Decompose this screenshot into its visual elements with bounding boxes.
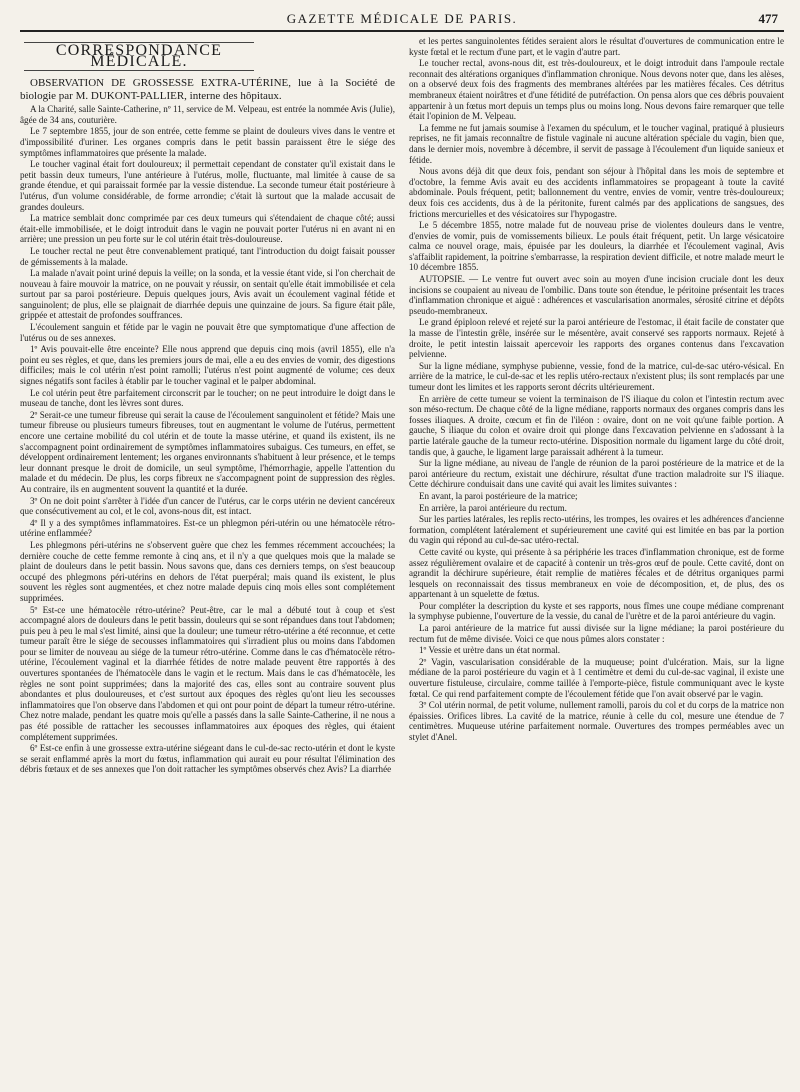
paragraph: Le 7 septembre 1855, jour de son entrée, cette femme se plaint de douleurs vives dans le ventre et d'impossibilité d'uriner. Les organes compris dans le petit bassin paraissent être le siége des symptômes inflammatoires que présente la malade. xyxy=(20,126,395,158)
paragraph: Sur la ligne médiane, au niveau de l'angle de réunion de la paroi postérieure de la matrice et de la paroi antérieure du rectum, existait une déchirure, résultat d'une traction maladroite sur l'S iliaque. Cette déchirure conduisait dans une cavité qui avait les limites suivantes : xyxy=(409,458,784,490)
observation-title-lead: OBSERVATION DE GROSSESSE EXTRA-UTÉRINE, xyxy=(30,77,291,90)
paragraph: Sur la ligne médiane, symphyse pubienne, vessie, fond de la matrice, cul-de-sac utéro-vésical. En arrière de la matrice, le cul-de-sac et les replis utéro-rectaux n'existent plus; ils sont remplacés par une tumeur dont les limites et les rapports seront décrits ultérieurement. xyxy=(409,360,784,392)
paragraph: 3º On ne doit point s'arrêter à l'idée d'un cancer de l'utérus, car le corps utérin ne devient cancéreux que consécutivement au col, et le col, avons-nous dit, est intact. xyxy=(20,495,395,517)
journal-title: GAZETTE MÉDICALE DE PARIS. xyxy=(286,11,518,26)
paragraph: La matrice semblait donc comprimée par ces deux tumeurs qui s'étendaient de chaque côté; aussi était-elle immobilisée, et le doigt introduit dans le vagin ne pouvait porter l'utérus ni en avant ni en arrière; une pression un peu forte sur le col utérin était très-douloureuse. xyxy=(20,213,395,245)
left-column-text xyxy=(20,104,395,775)
right-column-text xyxy=(409,36,784,743)
paragraph: 1º Avis pouvait-elle être enceinte? Elle nous apprend que depuis cinq mois (avril 1855), elle n'a point eu ses règles, et que, dans les premiers jours de mai, elle a eu des envies de vomir, des digestions difficiles; mais le col utérin n'est point ramolli; l'utérus n'est point augmenté de volume; ces deux signes négatifs sont faciles à établir par le toucher vaginal et le palper abdominal. xyxy=(20,344,395,387)
paragraph: Les phlegmons péri-utérins ne s'observent guère que chez les femmes récemment accouchées; la dernière couche de cette femme remonte à cinq ans, et il n'y a que quelques mois que la malade se plaint de douleurs dans le petit bassin. Nous savons que, dans ces derniers temps, on s'est beaucoup occupé des phlegmons péri-utérins en dehors de l'état puerpéral; mais quand ils existent, le plus souvent les règles sont augmentées, et chez notre malade depuis cinq mois elles sont complétement supprimées. xyxy=(20,539,395,603)
paragraph: Le toucher rectal, avons-nous dit, est très-douloureux, et le doigt introduit dans l'ampoule rectale reconnait des altérations organiques d'inflammation chronique. Nous devons noter que, dans les alèses, on a observé deux fois des fragments des membranes altérées par les matières fécales. Ces détritus membraneux étaient noirâtres et d'une fétidité de putréfaction. On pensa alors que ces débris pouvaient appartenir à un fœtus mort depuis un temps plus ou moins long. Nous devons faire remarquer que telle était l'opinion de M. Velpeau. xyxy=(409,58,784,122)
paragraph: En arrière de cette tumeur se voient la terminaison de l'S iliaque du colon et l'intestin rectum avec son méso-rectum. De chaque côté de la ligne médiane, rapports normaux des organes compris dans les fosses iliaques. A droite, cœcum et fin de l'iléon : ovaire, dont on ne voit qu'une faible portion. A gauche, S iliaque du colon et ovaire droit qui plonge dans l'excavation pelvienne en s'adossant à la partie latérale gauche de la tumeur recto-utérine. Disposition normale du ligament large du côté droit, tandis que, à gauche, le ligament large paraissait adhérent à la tumeur. xyxy=(409,393,784,457)
paragraph: Le col utérin peut être parfaitement circonscrit par le toucher; on ne peut introduire le doigt dans le museau de tanche, dont les lèvres sont dures. xyxy=(20,387,395,409)
paragraph: Sur les parties latérales, les replis recto-utérins, les trompes, les ovaires et les adhérences d'ancienne formation, complétent latéralement et supérieurement une cavité qui est limitée en bas par la portion du vagin qui répond au cul-de-sac utéro-rectal. xyxy=(409,514,784,546)
observation-title-rest: lue à la Société de biologie par M. DUKONT-PALLIER, interne des hôpitaux. xyxy=(20,77,395,103)
paragraph: Le 5 décembre 1855, notre malade fut de nouveau prise de violentes douleurs dans le ventre, d'envies de vomir, puis de vomissements bilieux. Le pouls était fréquent, petit. Un large vésicatoire calma ce nouvel orage, mais, épuisée par les douleurs, la diarrhée et l'écoulement vaginal, Avis s'affaiblit rapidement, la poitrine s'embarrasse, la respiration devient difficile, et notre malade meurt le 10 décembre 1855. xyxy=(409,220,784,273)
paragraph: 3º Col utérin normal, de petit volume, nullement ramolli, parois du col et du corps de la matrice non épaissies. Orifices libres. La cavité de la matrice, réunie à celle du col, mesure une étendue de 7 centimètres. Muqueuse utérine parfaitement normale. Ouvertures des trompes perméables avec un stylet d'Anel. xyxy=(409,700,784,742)
paragraph: 2º Serait-ce une tumeur fibreuse qui serait la cause de l'écoulement sanguinolent et fétide? Mais une tumeur fibreuse ou plusieurs tumeurs fibreuses, tout en augmentant le volume de l'utérus, permettent encore une certaine mobilité du col utérin et de toute la masse utérine, et quand ils existent, ils ne s'accompagnent point ordinairement de symptômes inflammatoires subaigus. Ces tumeurs, en effet, se développent ordinairement lentement; les organes environnants s'habituent à leur présence, et le temps leur donnant presque le droit de domicile, un seul symptôme, l'hémorrhagie, appelle l'attention du malade et du médecin. De plus, les corps fibreux ne s'accompagnent point de suppression des règles. Au contraire, ils en augmentent souvent la quantité et la durée. xyxy=(20,409,395,494)
paragraph: 1º Vessie et urètre dans un état normal. xyxy=(419,645,561,656)
paragraph: En arrière, la paroi antérieure du rectum. xyxy=(419,502,567,513)
paragraph: 6º Est-ce enfin à une grossesse extra-utérine siégeant dans le cul-de-sac recto-utérin et dont le kyste se serait enflammé après la mort du fœtus, inflammation qui aurait eu pour résultat l'élimination des débris fœtaux et de ses annexes que l'on doit rattacher les symptômes observés chez Avis? La diarrhée xyxy=(20,743,395,775)
paragraph: A la Charité, salle Sainte-Catherine, nº 11, service de M. Velpeau, est entrée la nommée Avis (Julie), âgée de 34 ans, couturière. xyxy=(20,104,395,125)
left-column xyxy=(20,36,395,1086)
observation-title xyxy=(20,77,395,103)
paragraph: Le toucher rectal ne peut être convenablement pratiqué, tant l'introduction du doigt faisait pousser de gémissements à la malade. xyxy=(20,245,395,267)
right-column xyxy=(409,36,784,1086)
paragraph: 4º Il y a des symptômes inflammatoires. Est-ce un phlegmon péri-utérin ou une hématocèle rétro-utérine enflammée? xyxy=(20,517,395,539)
paragraph: 5º Est-ce une hématocèle rétro-utérine? Peut-être, car le mal a débuté tout à coup et s'est accompagné alors de douleurs dans le petit bassin, douleurs qui se sont répandues dans tout l'abdomen; puis peu à peu le mal s'est limité, ainsi que la douleur; une tumeur rétro-utérine a été reconnue, et cette tumeur paraît être le siége de secousses inflammatoires qui s'irradient plus ou moins dans l'abdomen pour se limiter de nouveau au siége de la tumeur rétro-utérine. Comme dans le cas d'hématocèle rétro-utérine, l'écoulement vaginal et la diarrhée fétides de notre malade peuvent être rapportés à des ouvertures spontanées de l'hématocèle dans le vagin et le rectum. Mais dans le cas d'hématocèle, les règles ne sont point supprimées; dans la majorité des cas, elles sont au contraire souvent plus abondantes et plus douloureuses, et c'est surtout aux époques des règles qu'ont lieu les secousses inflammatoires que l'on observe dans l'abdomen et qui ont pour point de départ la tumeur rétro-utérine. Chez notre malade, pendant les quatre mois qu'elle a passés dans la salle Sainte-Catherine, il ne nous a pas été possible de rattacher les secousses inflammatoires aux époques des règles, qui étaient complétement supprimées. xyxy=(20,604,395,742)
two-column-body xyxy=(20,36,784,1086)
paragraph: La malade n'avait point uriné depuis la veille; on la sonda, et la vessie étant vide, si l'on cherchait de nouveau à faire mouvoir la matrice, on ne pouvait y réussir, on sentait qu'elle était immobilisée et cela surtout par sa paroi postérieure. Depuis quelques jours, Avis avait un écoulement vaginal fétide et sanguinolent; de plus, elle se plaignait de diarrhée depuis une quinzaine de jours. Sa figure était pâle, grippée et attestait de profondes souffrances. xyxy=(20,268,395,321)
paragraph: L'écoulement sanguin et fétide par le vagin ne pouvait être que symptomatique d'une affection de l'utérus ou de ses annexes. xyxy=(20,322,395,343)
section-title: CORRESPONDANCE MÉDICALE. xyxy=(24,42,254,71)
page-number: 477 xyxy=(758,11,778,26)
paragraph: La femme ne fut jamais soumise à l'examen du spéculum, et le toucher vaginal, pratiqué à plusieurs reprises, ne fit jamais reconnaître de fistule vaginale ni aucune altération spéciale du vagin, bien que, dans le dernier mois, novembre à décembre, il servit de passage à l'écoulement d'un liquide sanieux et fétide. xyxy=(409,122,784,165)
paragraph: Pour compléter la description du kyste et ses rapports, nous fîmes une coupe médiane comprenant la symphyse pubienne, l'ouverture de la vessie, du canal de l'urètre et de la paroi antérieure du vagin. xyxy=(409,600,784,622)
paragraph: Le toucher vaginal était fort douloureux; il permettait cependant de constater qu'il existait dans le petit bassin deux tumeurs, l'une antérieure à l'utérus, molle, fluctuante, mal limitée à cause de sa grande étendue, et qui paraissait formée par la vessie distendue. La seconde tumeur était postérieure à l'utérus, d'un volume considérable, de forme arrondie; c'était là surtout que la malade accusait de grandes douleurs. xyxy=(20,159,395,212)
paragraph: Cette cavité ou kyste, qui présente à sa périphérie les traces d'inflammation chronique, est de forme assez régulièrement ovalaire et de capacité à contenir un très-gros œuf de poule. Cette cavité, dont on agrandit la déchirure supérieure, était remplie de matières fécales et de détritus organiques parmi lesquels on reconnaissait des tissus membraneux en voie de décomposition, et, de plus, des os appartenant à un squelette de fœtus. xyxy=(409,546,784,600)
paragraph: Nous avons déjà dit que deux fois, pendant son séjour à l'hôpital dans les mois de septembre et d'octobre, la femme Avis avait eu des accidents inflammatoires se propageant à toute la cavité abdominale. Pouls fréquent, petit; ballonnement du ventre, envies de vomir, ventre très-douloureux; deux fois ces accidents, dus à de la péritonite, furent calmés par des applications de sangsues, des frictions mercurielles et des vésicatoires sur l'hypogastre. xyxy=(409,166,784,219)
paragraph: En avant, la paroi postérieure de la matrice; xyxy=(419,490,578,501)
paragraph: et les pertes sanguinolentes fétides seraient alors le résultat d'ouvertures de communication entre le kyste fœtal et le rectum d'une part, et le vagin d'autre part. xyxy=(409,36,784,57)
paragraph: 2º Vagin, vascularisation considérable de la muqueuse; point d'ulcération. Mais, sur la ligne médiane de la paroi postérieure du vagin et à 1 centimètre et demi du cul-de-sac vaginal, il existe une ouverture fistuleuse, circulaire, comme taillée à l'emporte-pièce, fistule communiquant avec le kyste fœtal. Ce qui rend parfaitement compte de l'écoulement fétide que l'on avait observé par le vagin. xyxy=(409,656,784,699)
running-head xyxy=(20,8,784,32)
paragraph: La paroi antérieure de la matrice fut aussi divisée sur la ligne médiane; la paroi postérieure du rectum fut de même divisée. Voici ce que nous pûmes alors constater : xyxy=(409,623,784,644)
paragraph: Le grand épiploon relevé et rejeté sur la paroi antérieure de l'estomac, il était facile de constater que la masse de l'intestin grêle, insérée sur le mésentère, avait conservé ses rapports normaux. Rejeté à droite, le petit intestin laissait apercevoir les rapports des organes contenus dans l'excavation pelvienne. xyxy=(409,317,784,360)
paragraph: AUTOPSIE. — Le ventre fut ouvert avec soin au moyen d'une incision cruciale dont les deux incisions se coupaient au niveau de l'ombilic. Dans toute son étendue, le péritoine présentait les traces d'inflammation chronique et aiguë : adhérences et vascularisation anormales, sérosité citrine et dépôts pseudo-membraneux. xyxy=(409,274,784,316)
